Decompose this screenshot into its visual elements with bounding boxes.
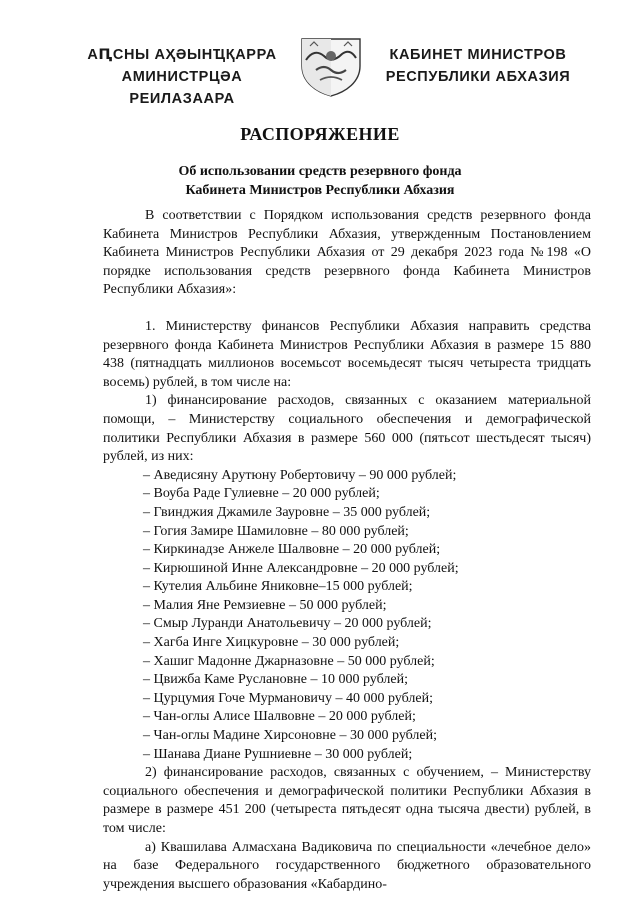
header-right-line: КАБИНЕТ МИНИСТРОВ (389, 47, 567, 63)
subject-line: Об использовании средств резервного фонда (178, 164, 462, 179)
header-right-line: РЕСПУБЛИКИ АБХАЗИЯ (385, 69, 571, 85)
recipient-item: – Шанава Диане Рушниевне – 30 000 рублей; (143, 746, 413, 762)
recipient-item: – Цвижба Каме Руслановне – 10 000 рублей; (143, 672, 408, 688)
subitem-1-paragraph: 1) финансирование расходов, связанных с оказанием материальной помощи, – Министерству социального обеспечения и демографической политики Республики Абхазия в размере 560 000 (пятьсот шестьдесят тысяч) рублей, из них: (103, 393, 591, 465)
recipient-item: – Малия Яне Ремзиевне – 50 000 рублей; (143, 597, 387, 613)
coat-of-arms-emblem (298, 36, 364, 98)
header-left-line: АМИНИСТРЦӘА РЕИЛАЗААРА (121, 69, 243, 107)
recipient-item: – Воуба Раде Гулиевне – 20 000 рублей; (143, 486, 380, 502)
recipient-item: – Киркинадзе Анжеле Шалвовне – 20 000 рублей; (143, 542, 441, 558)
recipient-item: – Смыр Луранди Анатольевичу – 20 000 рублей; (143, 616, 432, 632)
recipient-item: – Хашиг Мадонне Джарназовне – 50 000 рублей; (143, 653, 435, 669)
recipient-item: – Гогия Замире Шамиловне – 80 000 рублей; (143, 523, 409, 539)
recipient-item: – Кутелия Альбине Яниковне–15 000 рублей; (143, 579, 413, 595)
header-left-abkhaz (72, 44, 292, 110)
subject-line: Кабинета Министров Республики Абхазия (185, 183, 455, 198)
intro-paragraph: В соответствии с Порядком использования средств резервного фонда Кабинета Министров Республики Абхазия, утвержденным Постановлением Кабинета Министров Республики Абхазия от 29 декабря 2023 года №198 «О порядке использования средств резервного фонда Кабинета Министров Республики Абхазия»: (103, 208, 591, 298)
document-type-title: РАСПОРЯЖЕНИЕ (240, 124, 400, 144)
recipient-item: – Кирюшиной Инне Александровне – 20 000 рублей; (143, 560, 459, 576)
document-body (103, 207, 591, 894)
recipient-item: – Чан-оглы Мадине Хирсоновне – 30 000 рублей; (143, 728, 437, 744)
subitem-2-paragraph: 2) финансирование расходов, связанных с обучением, – Министерству социального обеспечения и демографической политики Республики Абхазия в размере в размере 451 200 (четыреста пятьдесят одна тысяча двести) рублей, в том числе: (103, 765, 591, 836)
recipient-item: – Чан-оглы Алисе Шалвовне – 20 000 рублей; (143, 709, 416, 725)
recipient-item: – Хагба Инге Хицкуровне – 30 000 рублей; (143, 635, 400, 651)
recipient-item: – Цурцумия Гоче Мурмановичу – 40 000 рублей; (143, 690, 433, 706)
header-right-russian (378, 44, 578, 88)
item-1-paragraph: 1. Министерству финансов Республики Абхазия направить средства резервного фонда Кабинета Министров Республики Абхазия в размере 15 880 438 (пятнадцать миллионов восемьсот восемьдесят тысяч четыреста тридцать восемь) рублей, в том числе на: (103, 318, 591, 390)
document-subject (0, 162, 640, 200)
recipient-item: – Аведисяну Арутюну Робертовичу – 90 000 рублей; (143, 467, 457, 483)
header-left-line: АԤСНЫ АҲӘЫНҴҚАРРА (87, 47, 277, 63)
recipient-item: – Гвинджия Джамиле Зауровне – 35 000 рублей; (143, 504, 431, 520)
subitem-2a-paragraph: а) Квашилава Алмасхана Вадиковича по специальности «лечебное дело» на базе Федерального государственного бюджетного образовательного учреждения высшего образования «Кабардино- (103, 839, 591, 892)
